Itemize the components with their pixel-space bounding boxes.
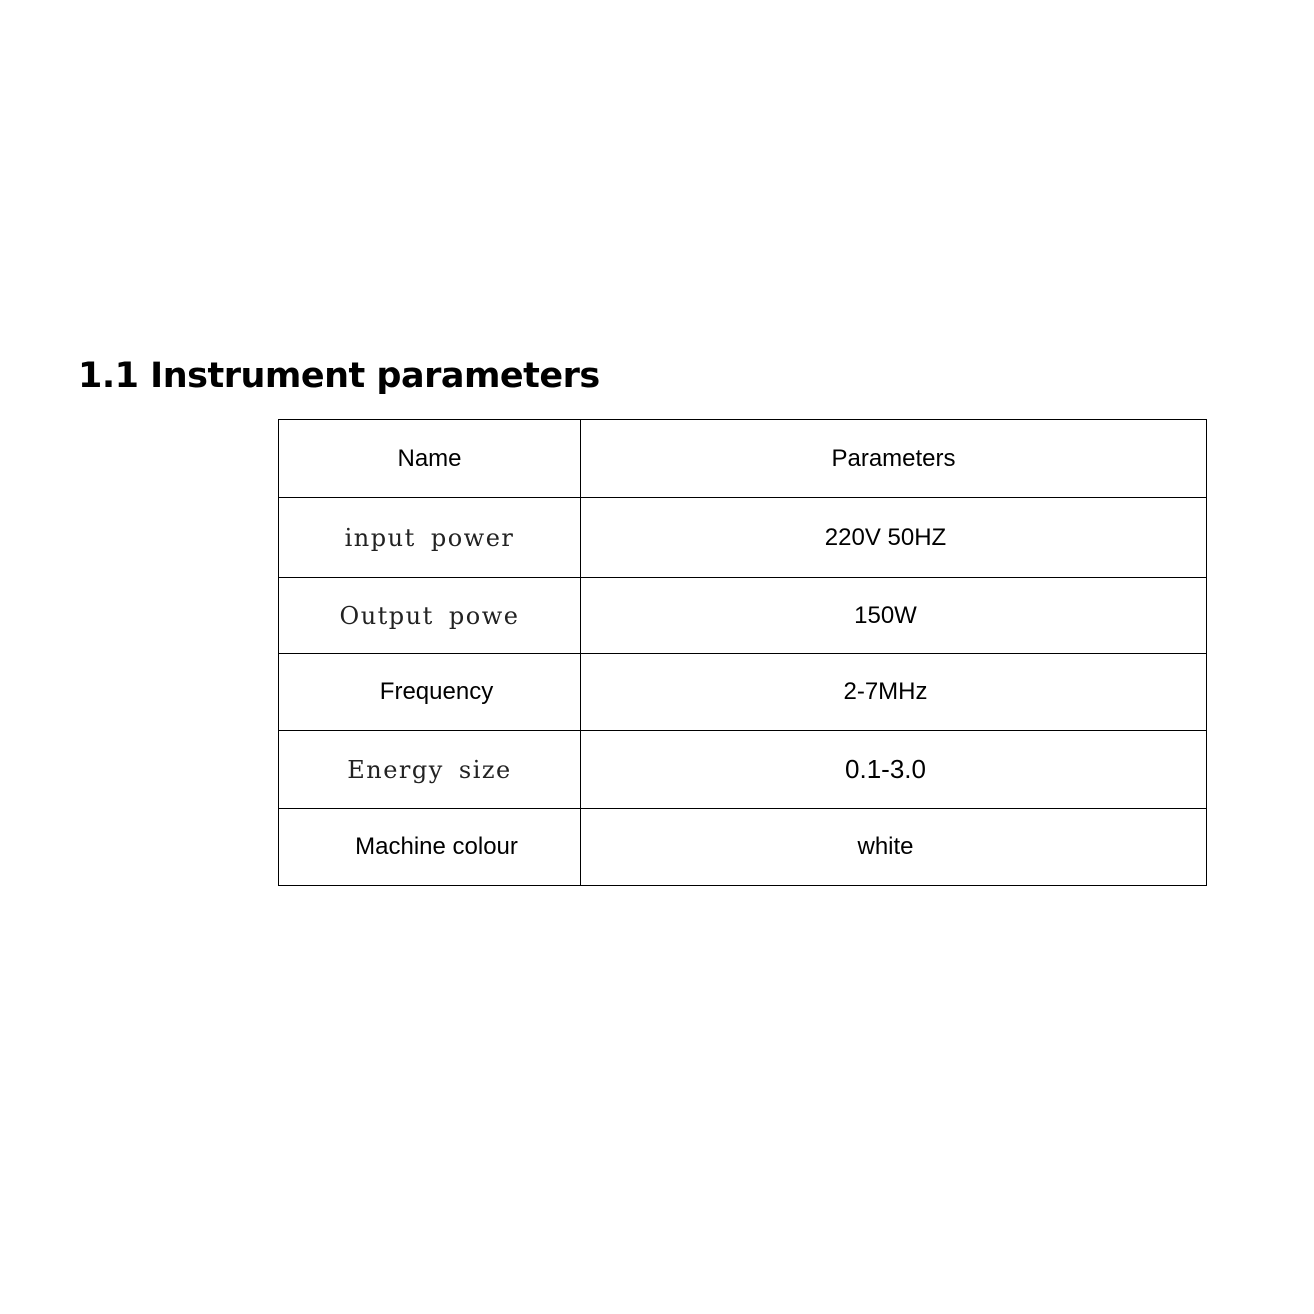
table-header-row (279, 420, 1207, 498)
parameters-table (278, 419, 1207, 886)
name-cell: Frequency (279, 654, 581, 731)
name-cell: input power (279, 498, 581, 578)
table-row (279, 731, 1207, 809)
header-name-cell: Name (279, 420, 581, 498)
value-cell: 150W (581, 578, 1207, 654)
header-parameters-cell: Parameters (581, 420, 1207, 498)
value-cell: 0.1-3.0 (581, 731, 1207, 809)
table-row (279, 654, 1207, 731)
table-row (279, 809, 1207, 886)
name-cell: Machine colour (279, 809, 581, 886)
table-row (279, 498, 1207, 578)
name-cell: Energy size (279, 731, 581, 809)
value-cell: 220V 50HZ (581, 498, 1207, 578)
value-cell: 2-7MHz (581, 654, 1207, 731)
name-cell: Output powe (279, 578, 581, 654)
value-cell: white (581, 809, 1207, 886)
section-title: 1.1 Instrument parameters (78, 356, 600, 396)
table-row (279, 578, 1207, 654)
